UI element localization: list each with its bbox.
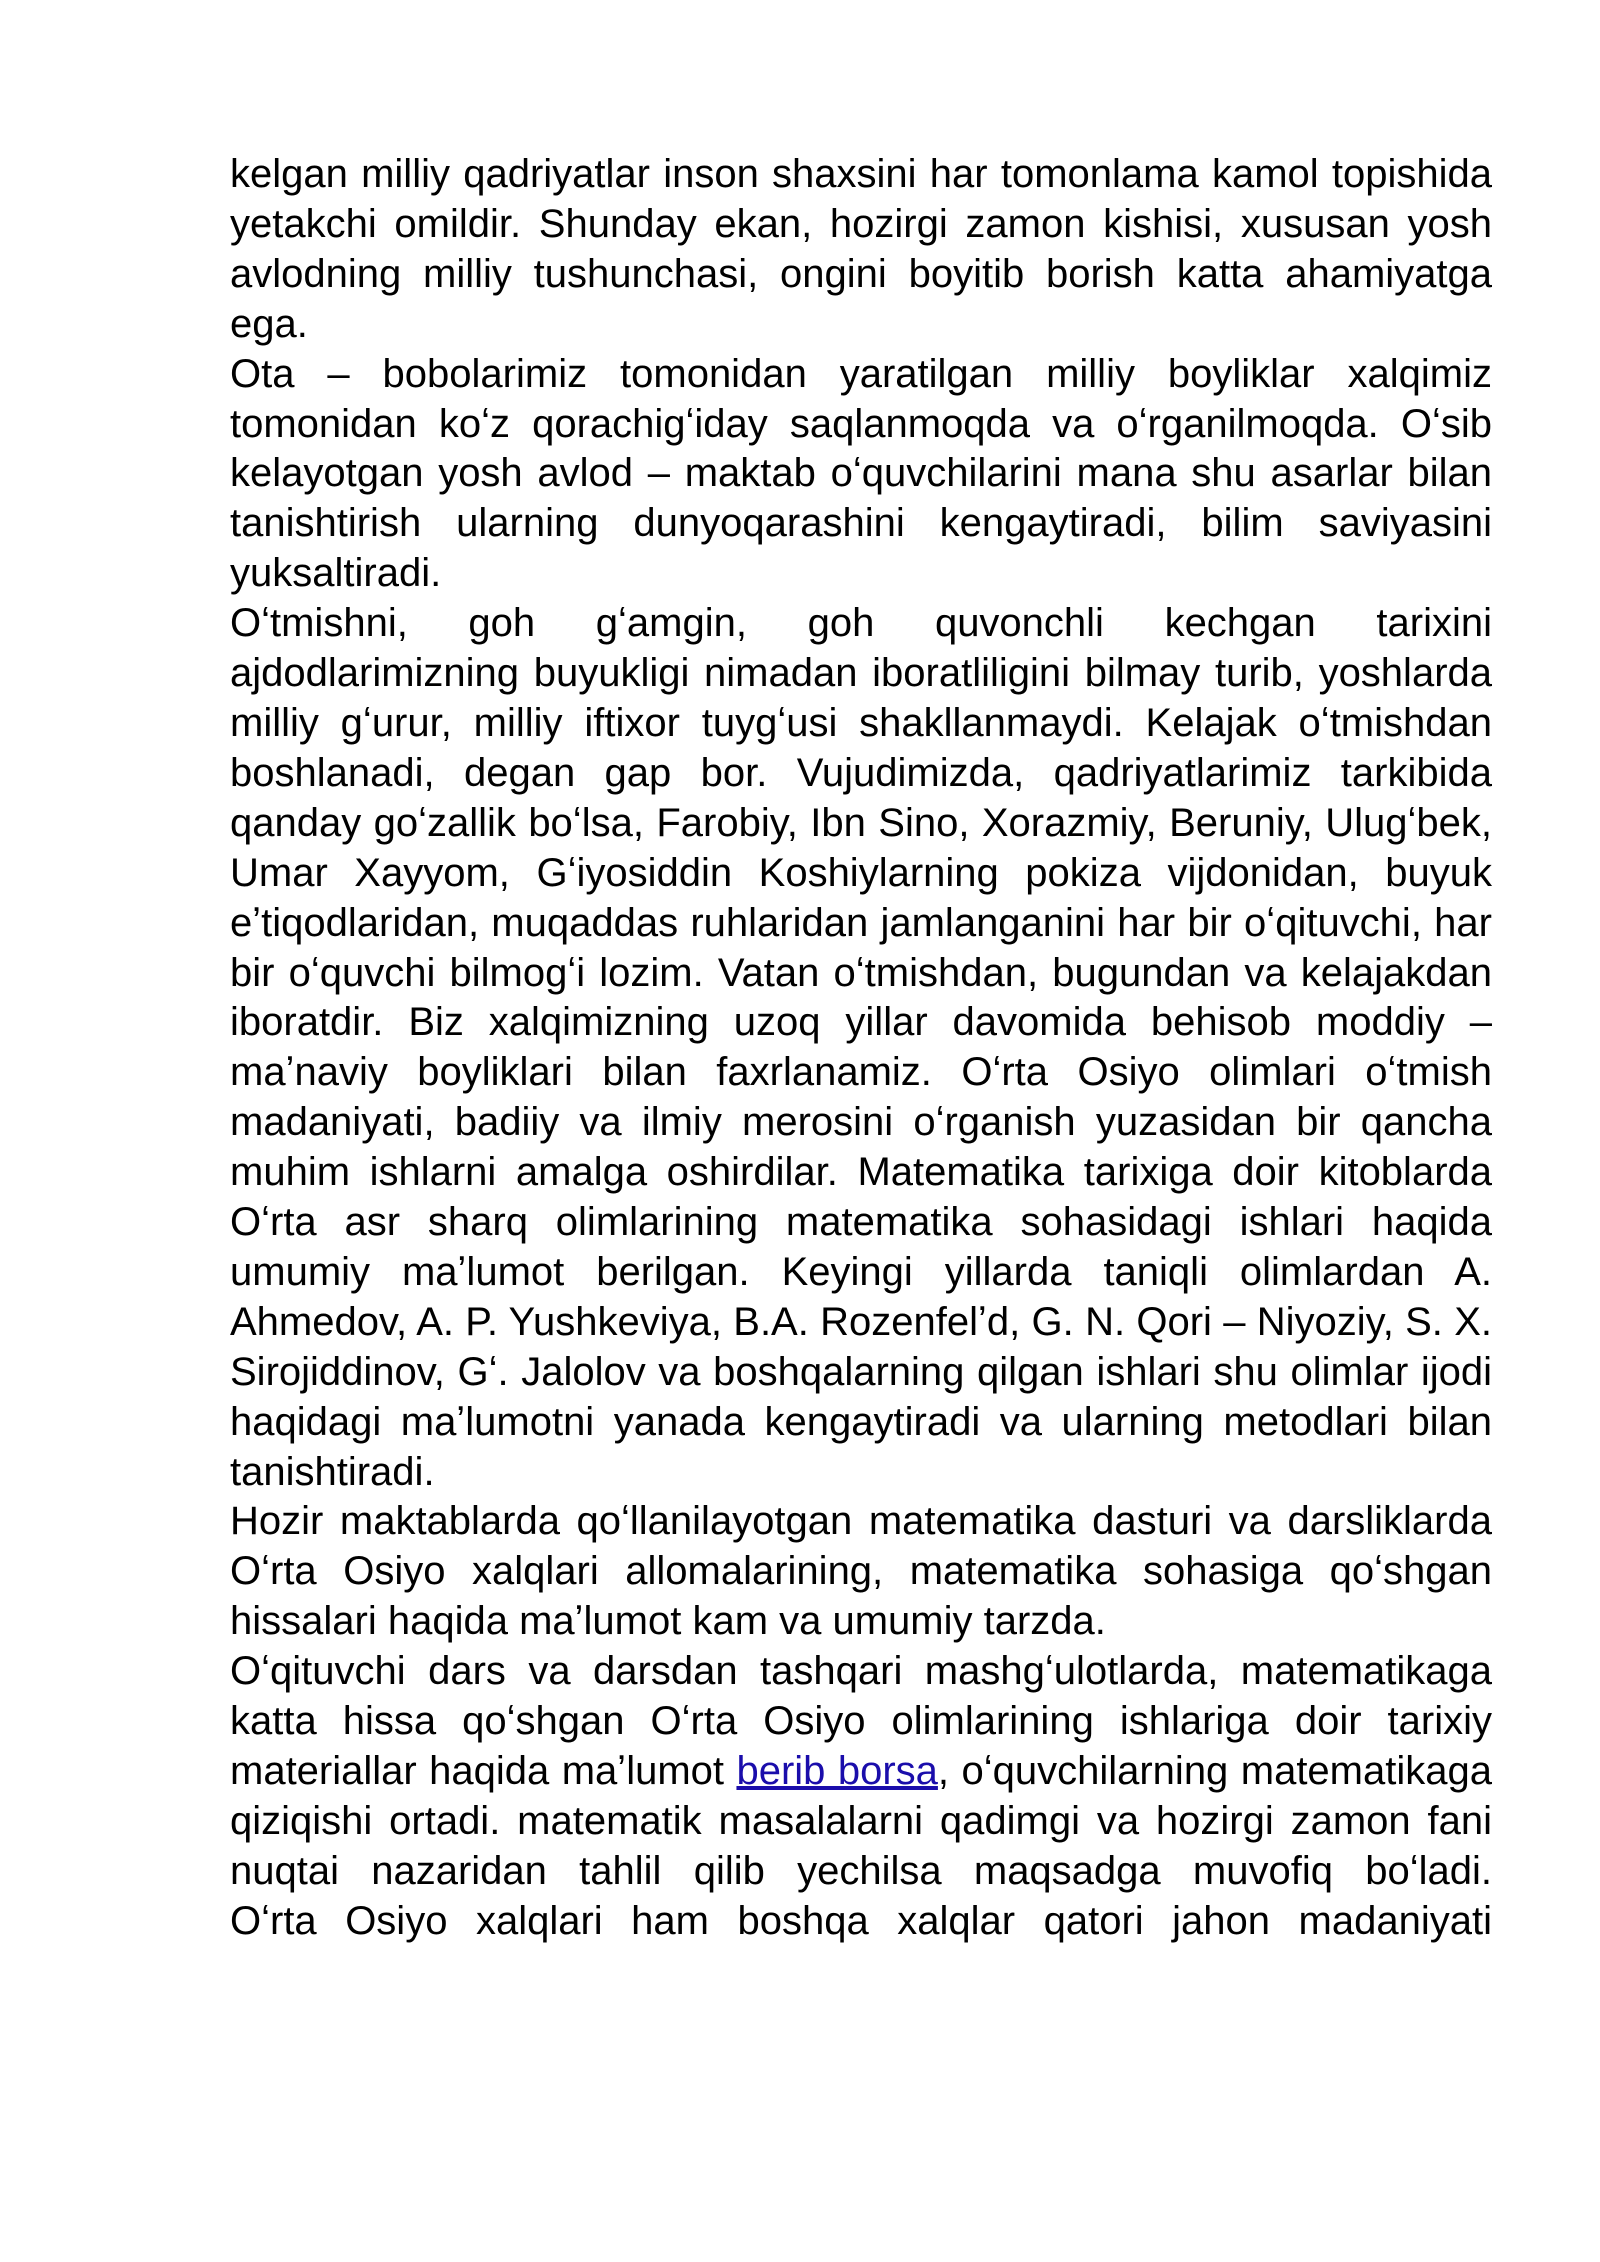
paragraph-text: , oʻquvchilarning matematikaga qiziqishi ortadi. matematik masalalarni qadimgi va hozirgi zamon fani nuqtai nazaridan tahlil qilib yechilsa maqsadga muvofiq boʻladi. xyxy=(230,1749,1492,1893)
paragraph: Oʻtmishni, goh gʻamgin, goh quvonchli kechgan tarixini ajdodlarimizning buyukligi nimadan iboratliligini bilmay turib, yoshlarda milliy gʻurur, milliy iftixor tuygʻusi shakllanmaydi. Kelajak oʻtmishdan boshlanadi, degan gap bor. Vujudimizda, qadriyatlarimiz tarkibida qanday goʻzallik boʻlsa, Farobiy, Ibn Sino, Xorazmiy, Beruniy, Ulugʻbek, Umar Xayyom, Gʻiyosiddin Koshiylarning pokiza vijdonidan, buyuk eʼtiqodlaridan, muqaddas ruhlaridan jamlanganini har bir oʻqituvchi, har bir oʻquvchi bilmogʻi lozim. Vatan oʻtmishdan, bugundan va kelajakdan iboratdir. Biz xalqimizning uzoq yillar davomida behisob moddiy – maʼnaviy boyliklari bilan faxrlanamiz. Oʻrta Osiyo olimlari oʻtmish madaniyati, badiiy va ilmiy merosini oʻrganish yuzasidan bir qancha muhim ishlarni amalga oshirdilar. Matematika tarixiga doir kitoblarda Oʻrta asr sharq olimlarining matematika sohasidagi ishlari haqida umumiy maʼlumot berilgan. Keyingi yillarda taniqli olimlardan A. Ahmedov, A. P. Yushkeviya, B.A. Rozenfelʼd, G. N. Qori – Niyoziy, S. X. Sirojiddinov, Gʻ. Jalolov va boshqalarning qilgan ishlari shu olimlar ijodi haqidagi maʼlumotni yanada kengaytiradi va ularning metodlari bilan tanishtiradi. xyxy=(230,601,1492,1494)
paragraph: Oʻrta Osiyo xalqlari ham boshqa xalqlar qatori jahon madaniyati xyxy=(230,1898,1492,1943)
paragraph: kelgan milliy qadriyatlar inson shaxsini har tomonlama kamol topishida yetakchi omildir. Shunday ekan, hozirgi zamon kishisi, xususan yosh avlodning milliy tushunchasi, ongini boyitib borish katta ahamiyatga ega. xyxy=(230,152,1492,346)
paragraph xyxy=(230,1647,1492,1897)
document-page xyxy=(230,150,1492,1947)
paragraph-text: Oʻqituvchi dars va darsdan tashqari mashgʻulotlarda, matematikaga katta hissa qoʻshgan Oʻrta Osiyo olimlarining ishlariga doir tarixiy materiallar haqida maʼlumot xyxy=(230,1649,1492,1793)
hyperlink[interactable]: berib borsa xyxy=(736,1749,938,1793)
paragraph: Hozir maktablarda qoʻllanilayotgan matematika dasturi va darsliklarda Oʻrta Osiyo xalqlari allomalarining, matematika sohasiga qoʻshgan hissalari haqida maʼlumot kam va umumiy tarzda. xyxy=(230,1499,1492,1644)
paragraph: Ota – bobolarimiz tomonidan yaratilgan milliy boyliklar xalqimiz tomonidan koʻz qorachigʻiday saqlanmoqda va oʻrganilmoqda. Oʻsib kelayotgan yosh avlod – maktab oʻquvchilarini mana shu asarlar bilan tanishtirish ularning dunyoqarashini kengaytiradi, bilim saviyasini yuksaltiradi. xyxy=(230,351,1492,596)
